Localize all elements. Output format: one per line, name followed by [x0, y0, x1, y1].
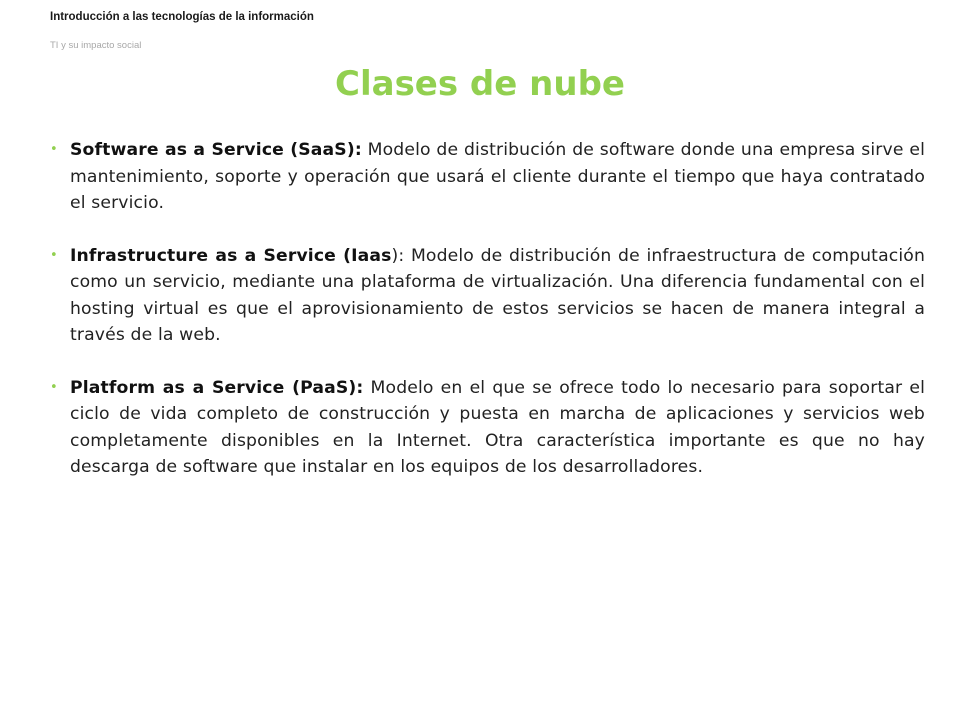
bullet-item-paas [50, 375, 925, 481]
bullet-icon: • [50, 247, 58, 263]
bullet-icon: • [50, 379, 58, 395]
bullet-description: Modelo de distribución de software donde una empresa sirve el mantenimiento, soporte y operación que usará el cliente durante el tiempo que haya contratado el servicio. [70, 140, 925, 213]
bullet-icon: • [50, 142, 58, 157]
slide-title: Clases de nube [335, 64, 625, 104]
bullet-list [50, 137, 925, 507]
bullet-term: Software as a Service (SaaS): [70, 140, 362, 160]
course-subtitle: TI y su impacto social [50, 40, 142, 51]
bullet-description: ): Modelo de distribución de infraestructura de computación como un servicio, mediante una plataforma de virtualización. Una diferencia fundamental con el hosting virtual es que el aprovisionamiento de estos servicios se hacen de manera integral a través de la web. [70, 245, 925, 345]
bullet-item-iaas [50, 243, 925, 349]
course-title: Introducción a las tecnologías de la información [50, 11, 314, 23]
bullet-item-saas [50, 137, 925, 217]
bullet-term: Platform as a Service (PaaS): [70, 377, 364, 398]
bullet-term: Infrastructure as a Service (Iaas [70, 245, 392, 266]
bullet-description: Modelo en el que se ofrece todo lo necesario para soportar el ciclo de vida completo de construcción y puesta en marcha de aplicaciones y servicios web completamente disponibles en la Internet. Otra característica importante es que no hay descarga de software que instalar en los equipos de los desarrolladores. [70, 377, 925, 477]
